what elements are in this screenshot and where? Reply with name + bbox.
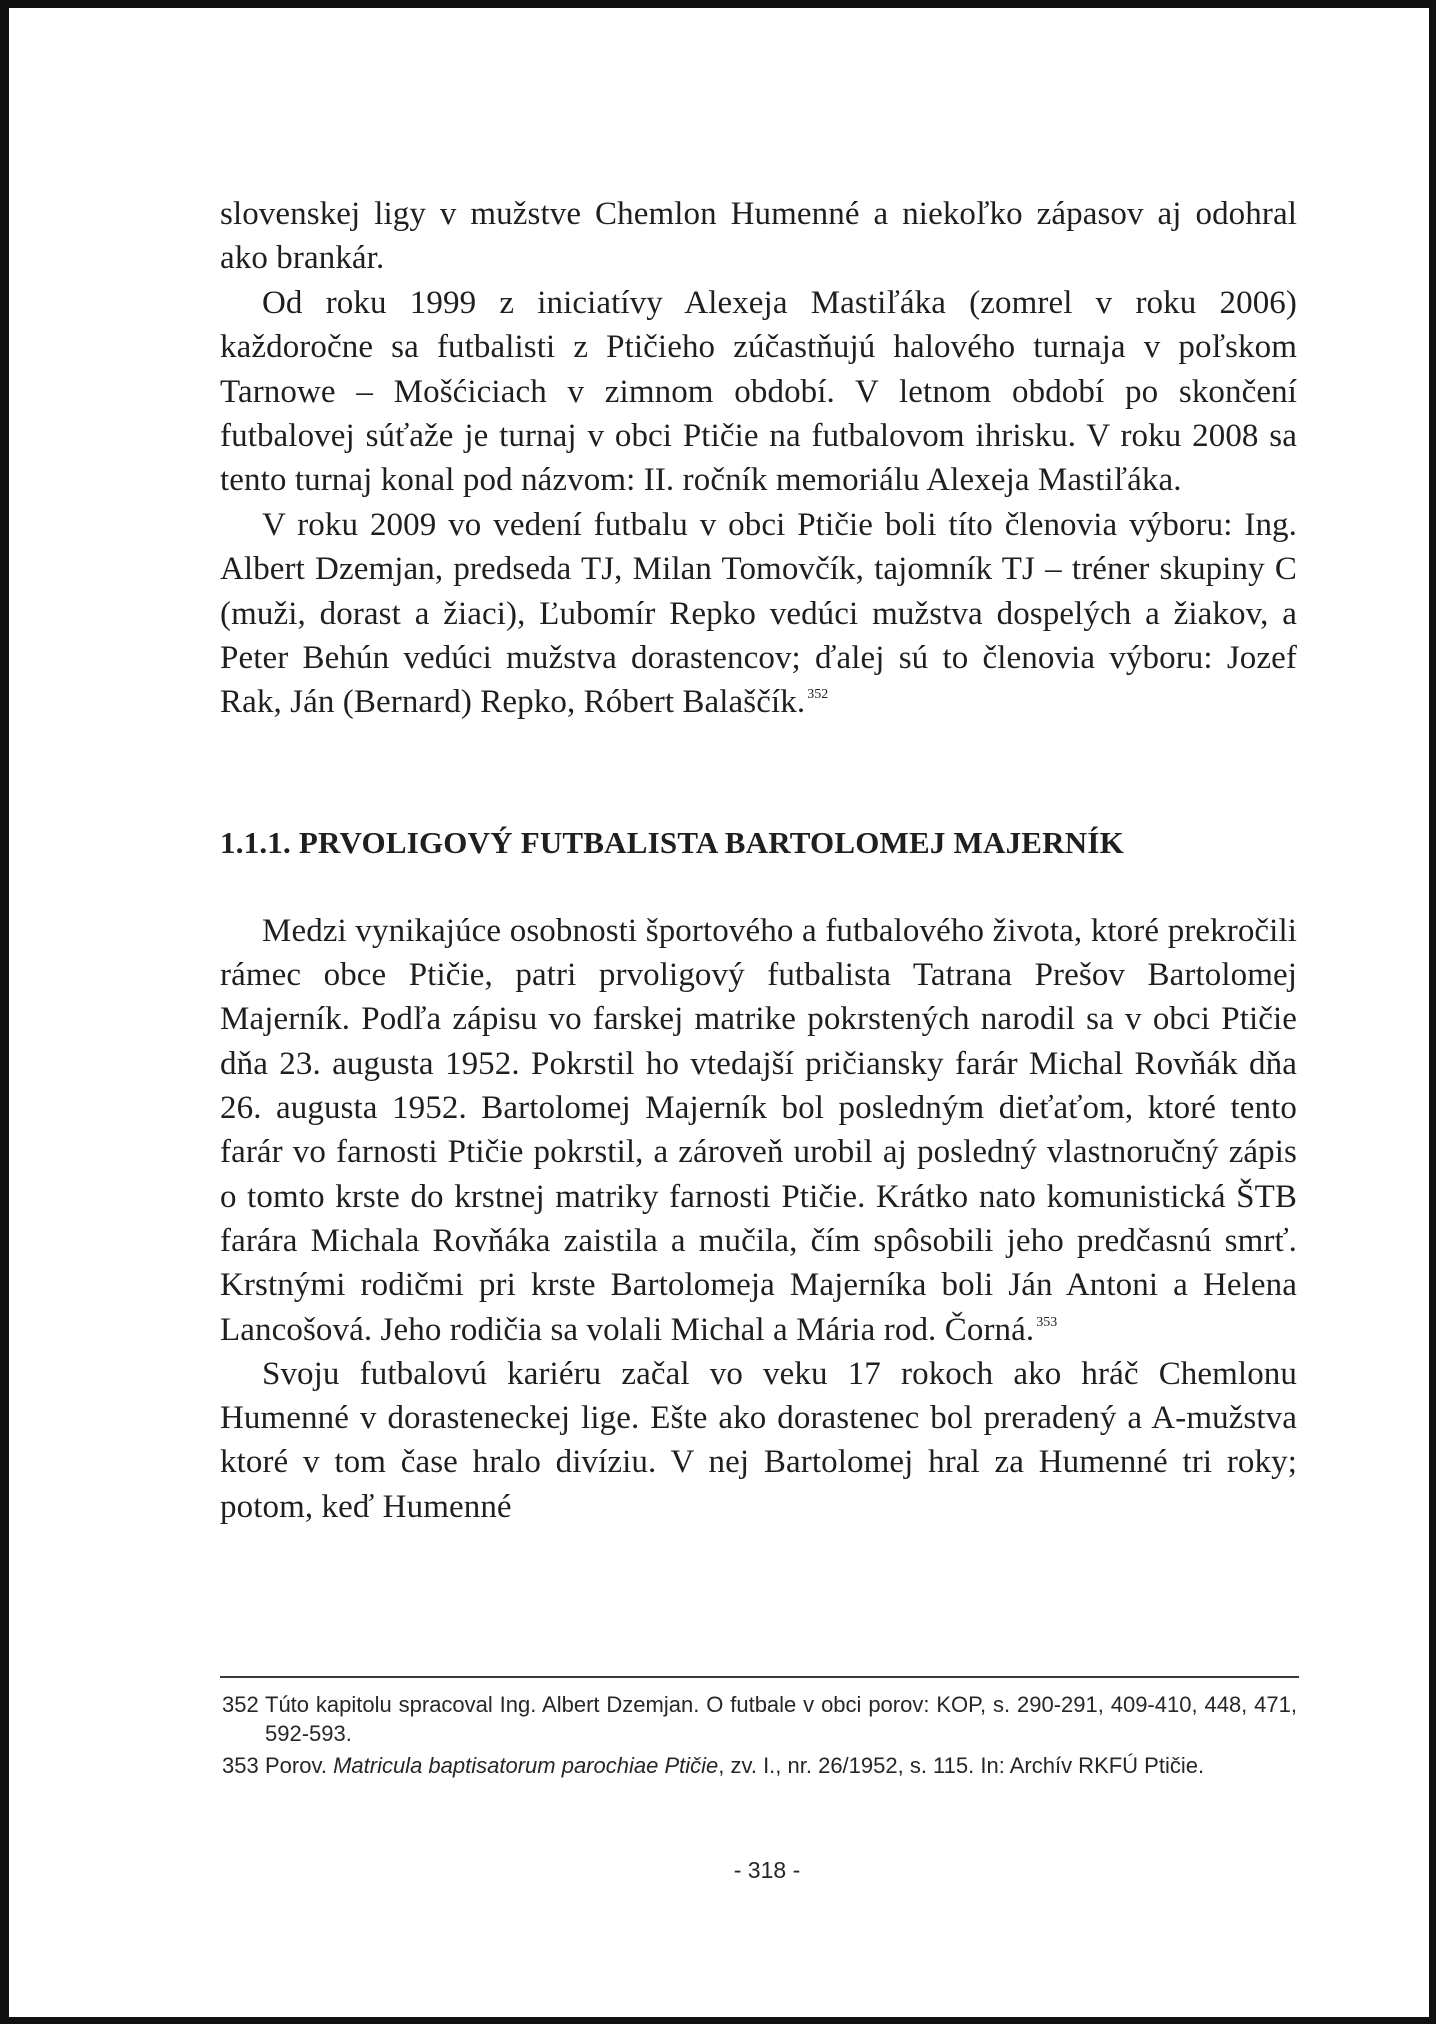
paragraph-biography-text: Medzi vynikajúce osobnosti športového a futbalového života, ktoré prekročili rámec obce Ptičie, patri prvoligový futbalista Tatrana Prešov Bartolomej Majerník. Podľa zápisu vo farskej matrike pokrstených narodil sa v obci Ptičie dňa 23. augusta 1952. Pokrstil ho vtedajší pričiansky farár Michal Rovňák dňa 26. augusta 1952. Bartolomej Majerník bol posledným dieťaťom, ktoré tento farár vo farnosti Ptičie pokrstil, a zároveň urobil aj posledný vlastnoručný zápis o tomto krste do krstnej matriky farnosti Ptičie. Krátko nato komunistická ŠTB farára Michala Rovňáka zaistila a mučila, čím spôsobili jeho predčasnú smrť. Krstnými rodičmi pri krste Bartolomeja Majerníka boli Ján Antoni a Helena Lancošová. Jeho rodičia sa volali Michal a Mária rod. Čorná. (220, 912, 1297, 1348)
footnote-352 (222, 1690, 1297, 1748)
section-football-committee (220, 192, 1297, 725)
footnote-text (265, 1751, 1297, 1780)
footnote-source-title: Matricula baptisatorum parochiae Ptičie (333, 1753, 719, 1778)
footnote-prefix: Porov. (265, 1753, 334, 1778)
footnote-text: Túto kapitolu spracoval Ing. Albert Dzemjan. O futbale v obci porov: KOP, s. 290-291, 409-410, 448, 471, 592-593. (265, 1692, 1297, 1746)
paragraph-biography (220, 909, 1297, 1352)
paragraph-committee (220, 503, 1297, 725)
paragraph-career: Svoju futbalovú kariéru začal vo veku 17 rokoch ako hráč Chemlonu Humenné v dorasteneckej lige. Ešte ako dorastenec bol preradený a A-mužstva ktoré v tom čase hralo divíziu. V nej Bartolomej hral za Humenné tri roky; potom, keď Humenné (220, 1355, 1297, 1525)
footnote-ref-352: 352 (807, 687, 829, 703)
footnote-number: 353 (222, 1753, 259, 1778)
section-heading: 1.1.1. PRVOLIGOVÝ FUTBALISTA BARTOLOMEJ MAJERNÍK (220, 824, 1124, 860)
footnote-separator (220, 1676, 1299, 1678)
paragraph-committee-text: V roku 2009 vo vedení futbalu v obci Ptičie boli títo členovia výboru: Ing. Albert Dzemjan, predseda TJ, Milan Tomovčík, tajomník TJ – tréner skupiny C (muži, dorast a žiaci), Ľubomír Repko vedúci mužstva dospelých a žiakov, a Peter Behún vedúci mužstva dorastencov; ďalej sú to členovia výboru: Jozef Rak, Ján (Bernard) Repko, Róbert Balaščík. (220, 506, 1297, 721)
footnote-suffix: , zv. I., nr. 26/1952, s. 115. In: Archív RKFÚ Ptičie. (718, 1753, 1205, 1778)
footnote-353 (222, 1751, 1297, 1780)
page-number: - 318 - (733, 1857, 801, 1883)
paragraph-tournament: Od roku 1999 z iniciatívy Alexeja Mastiľáka (zomrel v roku 2006) každoročne sa futbalisti z Ptičieho zúčastňujú halového turnaja v poľskom Tarnowe – Mošćiciach v zimnom období. V letnom období po skončení futbalovej súťaže je turnaj v obci Ptičie na futbalovom ihrisku. V roku 2008 sa tento turnaj konal pod názvom: II. ročník memoriálu Alexeja Mastiľáka. (220, 284, 1297, 499)
paragraph-continued: slovenskej ligy v mužstve Chemlon Humenné a niekoľko zápasov aj odohral ako brankár. (220, 196, 1297, 277)
footnote-number: 352 (222, 1692, 259, 1717)
section-majernik (220, 909, 1297, 1529)
document-page (220, 192, 1297, 1529)
footnotes (222, 1690, 1297, 1783)
footnote-ref-353: 353 (1036, 1314, 1058, 1330)
